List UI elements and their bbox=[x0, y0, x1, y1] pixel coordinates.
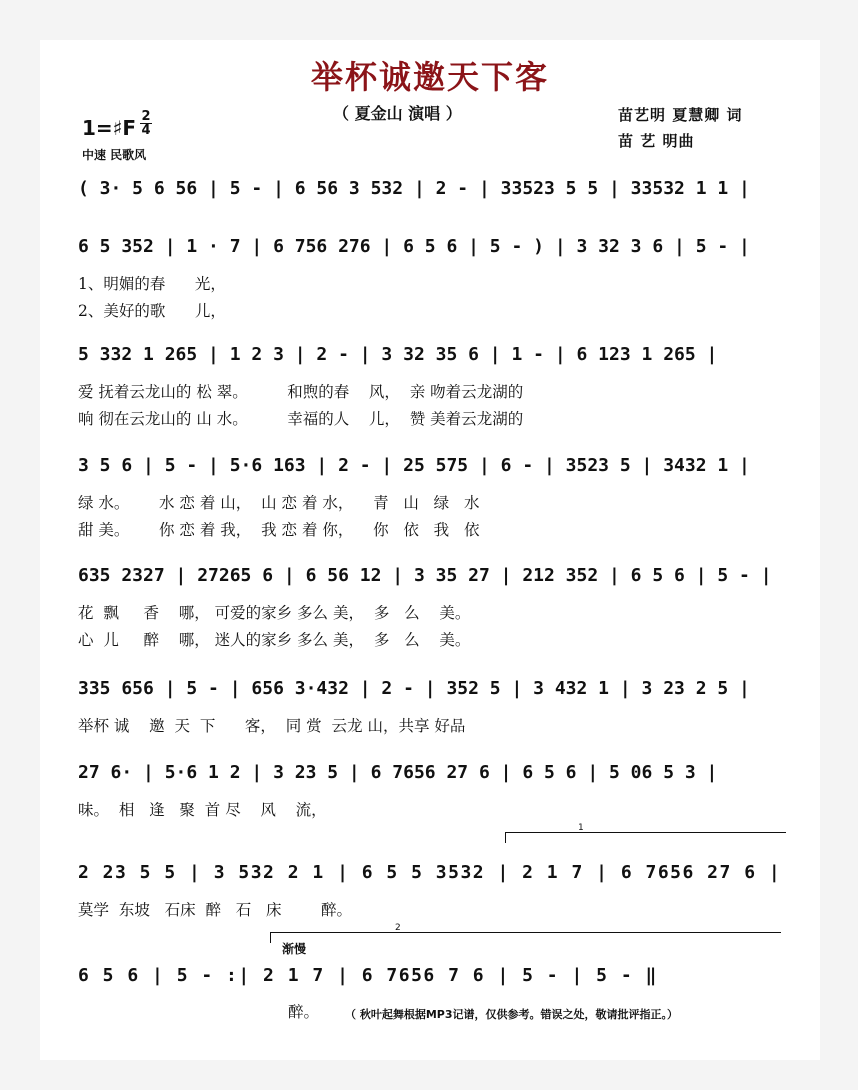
notation-line: 635 2327 | 27265 6 | 6 56 12 | 3 35 27 | 212 352 | 6 5 6 | 5 - | bbox=[78, 565, 772, 586]
lyric-line: 举杯 诚 邀 天 下 客， 同 赏 云龙 山，共享 好品 bbox=[78, 717, 466, 735]
notation-line: 5 332 1 265 | 1 2 3 | 2 - | 3 32 35 6 | 1 - | 6 123 1 265 | bbox=[78, 344, 718, 365]
score-line bbox=[78, 762, 784, 788]
meter-bottom: 4 bbox=[141, 123, 151, 138]
lyric-line: 甜 美。 你 恋 着 我， 我 恋 着 你， 你 依 我 依 bbox=[78, 521, 480, 539]
lyric-line: 爱 抚着云龙山的 松 翠。 和煦的春 风， 亲 吻着云龙湖的 bbox=[78, 383, 524, 401]
score-line bbox=[78, 236, 784, 262]
volta-2-bracket bbox=[270, 923, 781, 943]
song-title: 举杯诚邀天下客 bbox=[310, 58, 549, 96]
score-line bbox=[78, 178, 784, 204]
volta-2-number: 2 bbox=[395, 923, 401, 933]
notation-line: 2 23 5 5 | 3 532 2 1 | 6 5 5 3532 | 2 1 7 | 6 7656 27 6 | bbox=[78, 862, 782, 883]
lyric-line: 响 彻在云龙山的 山 水。 幸福的人 儿， 赞 美着云龙湖的 bbox=[78, 410, 524, 428]
lyric-line: 1、明媚的春 光， bbox=[78, 275, 226, 293]
ritardando-marking: 渐慢 bbox=[282, 942, 307, 956]
final-lyric: 醉。 bbox=[288, 1003, 320, 1021]
lyric-line: 2、美好的歌 儿， bbox=[78, 302, 226, 320]
singer-credit: （ 夏金山 演唱 ） bbox=[333, 104, 462, 123]
score-line bbox=[78, 678, 784, 704]
score-line bbox=[78, 455, 784, 481]
lyric-line: 心 儿 醉 哪， 迷人的家乡 多么 美， 多 么 美。 bbox=[78, 631, 471, 649]
notation-line: 6 5 6 | 5 - :| 2 1 7 | 6 7656 7 6 | 5 - | 5 - ‖ bbox=[78, 965, 658, 986]
lyric-line: 莫学 东坡 石床 醉 石 床 醉。 bbox=[78, 901, 352, 919]
time-signature bbox=[140, 110, 152, 137]
key-signature: 1=♯F bbox=[82, 116, 137, 140]
score-line bbox=[78, 344, 784, 370]
volta-1-number: 1 bbox=[578, 823, 584, 833]
lyric-line: 花 飘 香 哪， 可爱的家乡 多么 美， 多 么 美。 bbox=[78, 604, 471, 622]
notation-line: 3 5 6 | 5 - | 5·6 163 | 2 - | 25 575 | 6 - | 3523 5 | 3432 1 | bbox=[78, 455, 750, 476]
notation-line: 6 5 352 | 1 · 7 | 6 756 276 | 6 5 6 | 5 - ) | 3 32 3 6 | 5 - | bbox=[78, 236, 750, 257]
volta-1-bracket bbox=[505, 823, 786, 843]
notation-line: 335 656 | 5 - | 656 3·432 | 2 - | 352 5 | 3 432 1 | 3 23 2 5 | bbox=[78, 678, 750, 699]
score-line bbox=[78, 965, 784, 991]
score-line bbox=[78, 862, 784, 888]
composer-credit: 苗 艺 明曲 bbox=[618, 132, 695, 150]
tempo-marking: 中速 民歌风 bbox=[82, 148, 147, 162]
notation-line: ( 3· 5 6 56 | 5 - | 6 56 3 532 | 2 - | 33523 5 5 | 33532 1 1 | bbox=[78, 178, 750, 199]
notation-line: 27 6· | 5·6 1 2 | 3 23 5 | 6 7656 27 6 | 6 5 6 | 5 06 5 3 | bbox=[78, 762, 718, 783]
lyric-line: 绿 水。 水 恋 着 山， 山 恋 着 水， 青 山 绿 水 bbox=[78, 494, 480, 512]
score-line bbox=[78, 565, 784, 591]
lyric-line: 味。 相 逢 聚 首 尽 风 流， bbox=[78, 801, 327, 819]
lyricist-credit: 苗艺明 夏慧卿 词 bbox=[618, 106, 743, 124]
meter-top: 2 bbox=[141, 109, 151, 124]
footnote: （ 秋叶起舞根据MP3记谱，仅供参考。错误之处，敬请批评指正。） bbox=[345, 1008, 678, 1021]
